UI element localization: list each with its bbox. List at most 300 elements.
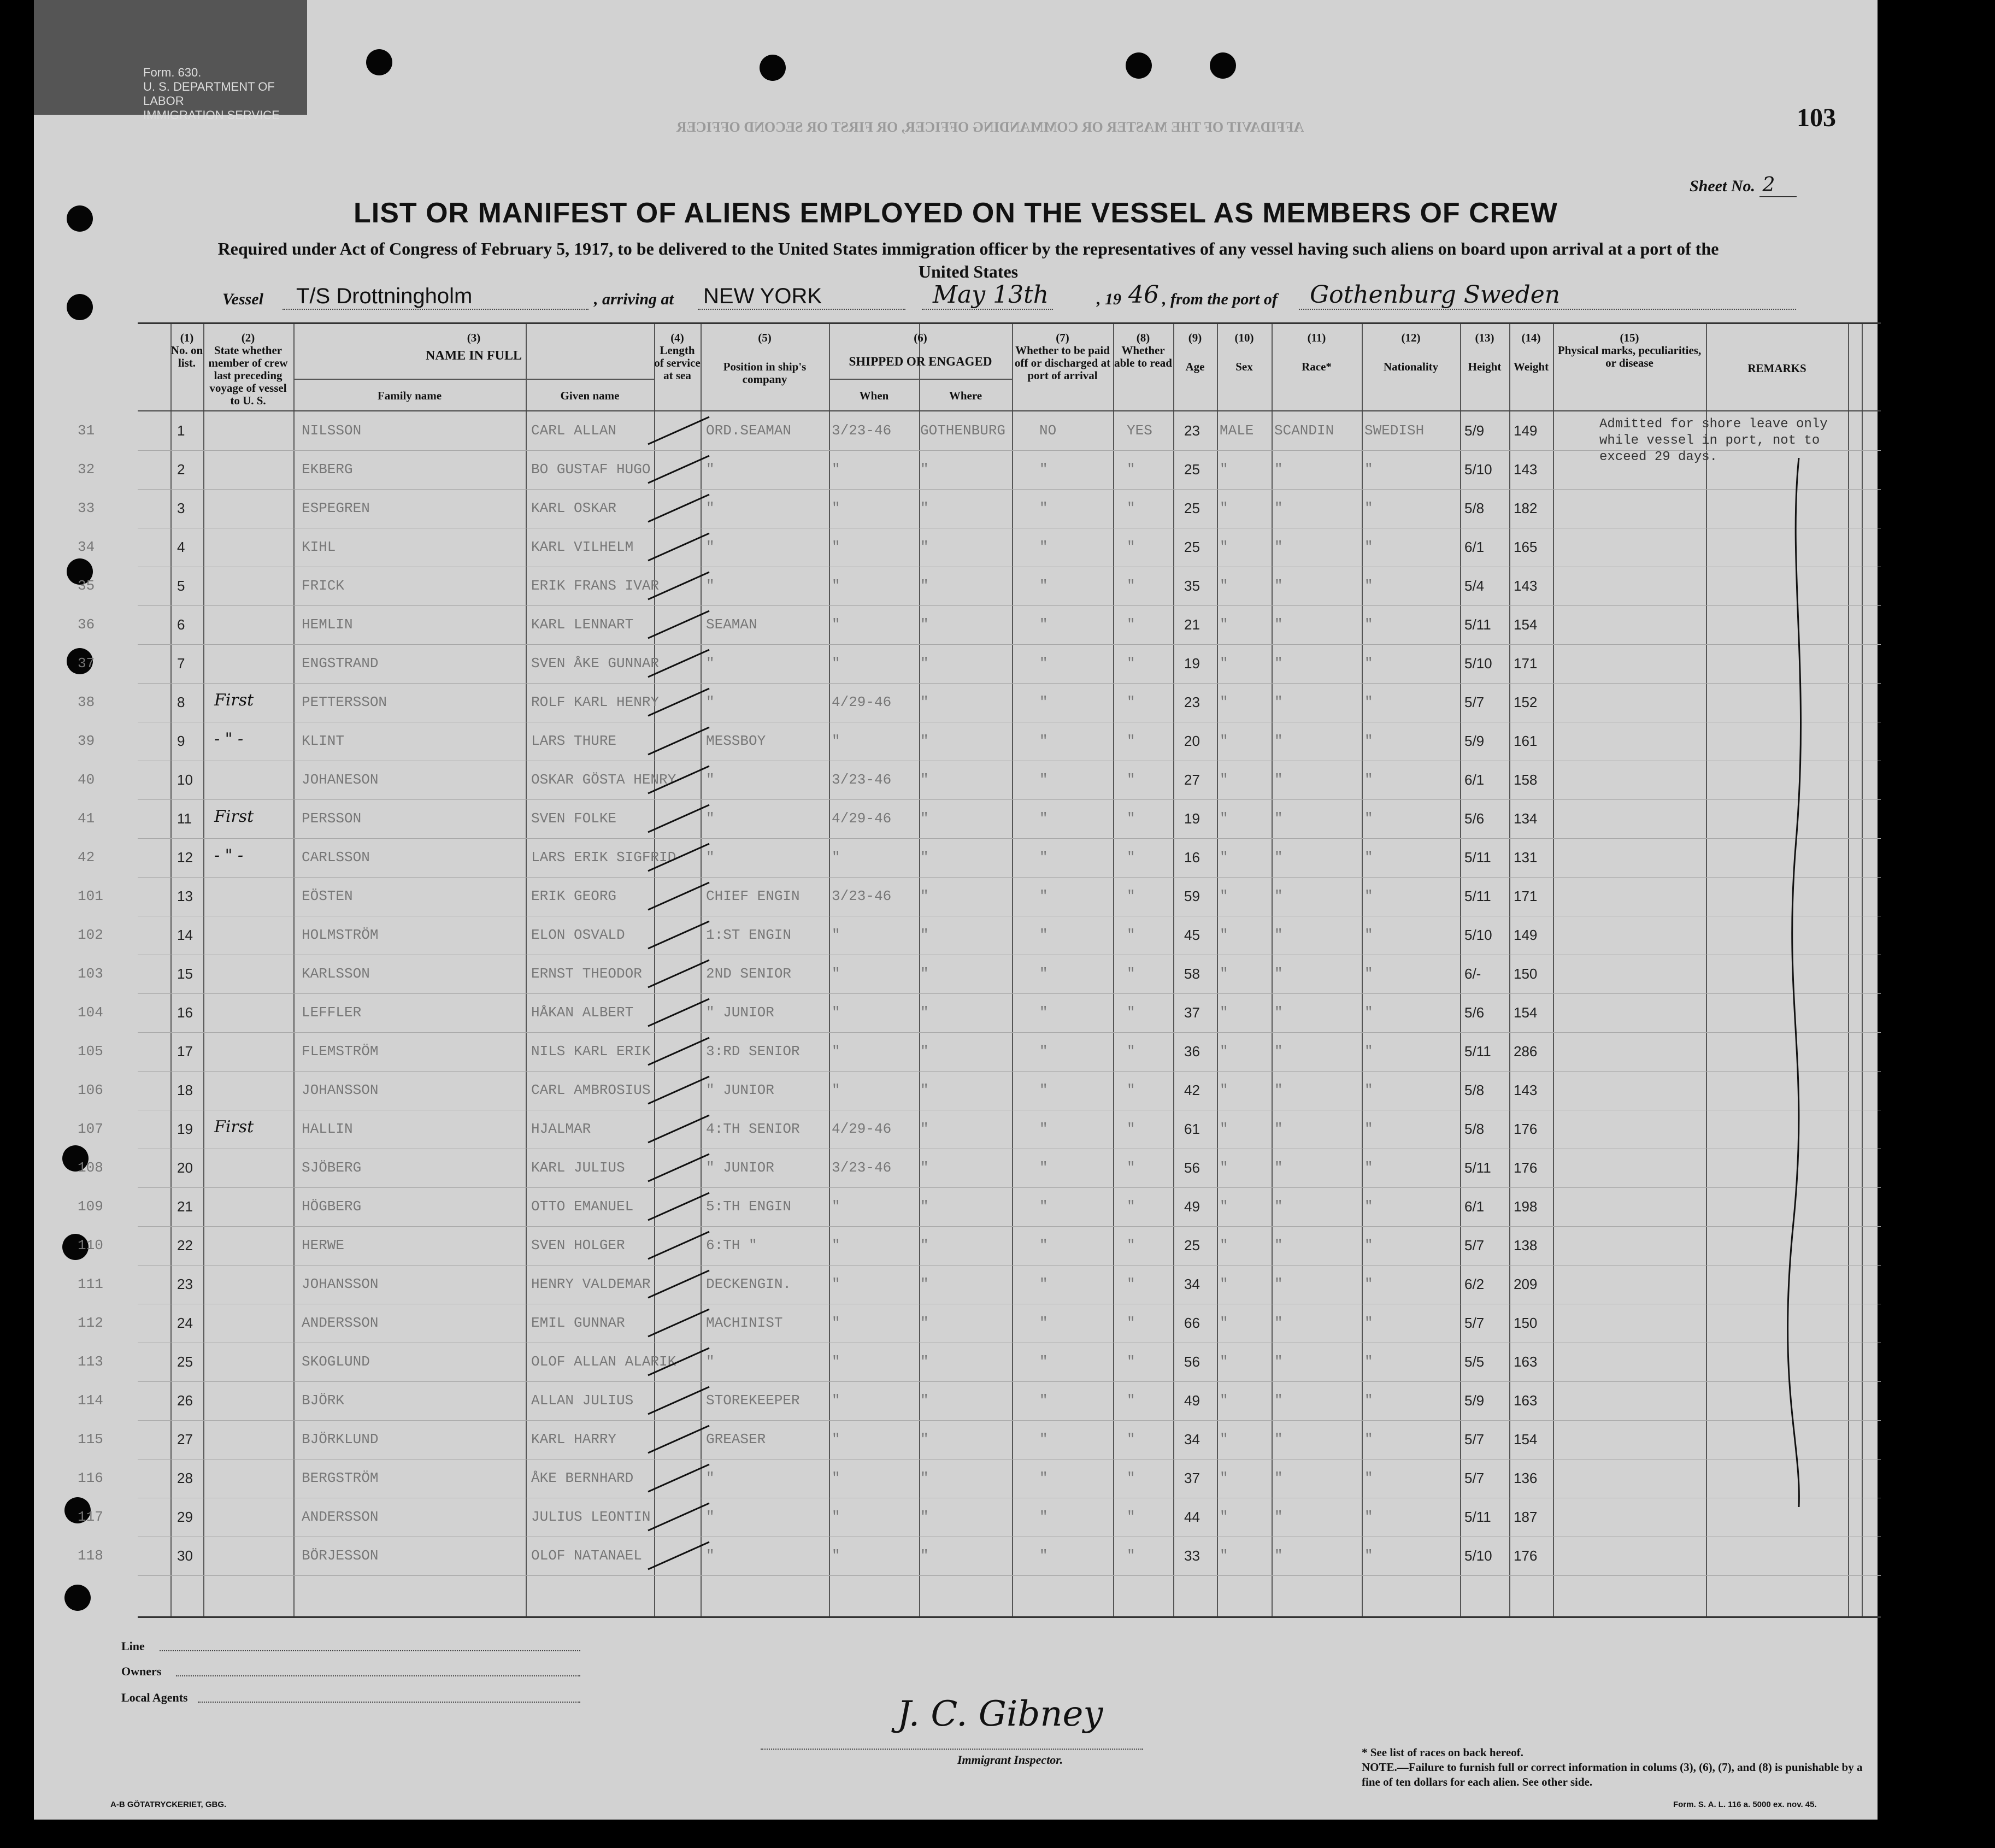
shipped-where-cell: "	[920, 966, 929, 982]
nationality-cell: "	[1364, 810, 1373, 827]
family-name-cell: CARLSSON	[302, 849, 370, 866]
given-name-cell: OTTO EMANUEL	[531, 1198, 634, 1215]
race-cell: "	[1274, 1004, 1283, 1021]
margin-number-cell: 106	[78, 1082, 103, 1098]
col-9-header: (9) Age	[1185, 331, 1205, 373]
list-number-cell: 12	[177, 849, 193, 866]
shipped-where-cell: "	[920, 733, 929, 749]
height-cell: 5/11	[1464, 849, 1491, 866]
crew-row	[78, 1420, 1881, 1459]
col-5-header: (5) Position in ship's company	[723, 331, 807, 386]
race-cell: "	[1274, 539, 1283, 555]
sex-cell: MALE	[1220, 422, 1254, 439]
shipped-where-cell: "	[920, 1237, 929, 1253]
shipped-where-cell: "	[920, 849, 929, 866]
crew-row	[78, 993, 1881, 1033]
service-tick-mark	[646, 1307, 711, 1339]
nationality-cell: "	[1364, 966, 1373, 982]
list-number-cell: 1	[177, 422, 185, 439]
family-name-cell: HOLMSTRÖM	[302, 927, 379, 943]
remarks-header: REMARKS	[1747, 362, 1806, 375]
crew-row	[78, 1032, 1881, 1072]
age-cell: 33	[1184, 1547, 1200, 1564]
inspector-label: Immigrant Inspector.	[957, 1753, 1063, 1767]
paid-off-cell: "	[1039, 1509, 1048, 1525]
age-cell: 35	[1184, 578, 1200, 594]
weight-cell: 158	[1514, 772, 1538, 788]
margin-number-cell: 101	[78, 888, 103, 904]
form-number: Form. 630.	[143, 66, 202, 79]
sheet-number-value: 2	[1759, 174, 1797, 197]
age-cell: 25	[1184, 500, 1200, 516]
paid-off-cell: "	[1039, 1121, 1048, 1137]
given-name-cell: HJALMAR	[531, 1121, 591, 1137]
weight-cell: 209	[1514, 1276, 1538, 1292]
shipped-where-cell: "	[920, 578, 929, 594]
col-8-header: (8) Whether able to read	[1114, 331, 1172, 369]
able-to-read-cell: "	[1127, 849, 1135, 866]
sex-cell: "	[1220, 1353, 1228, 1370]
service-tick-mark	[646, 1074, 711, 1106]
given-name-cell: KARL LENNART	[531, 616, 634, 633]
position-cell: ORD.SEAMAN	[706, 422, 792, 439]
able-to-read-cell: "	[1127, 733, 1135, 749]
given-name-cell: KARL HARRY	[531, 1431, 617, 1447]
service-tick-mark	[646, 919, 711, 951]
margin-number-cell: 105	[78, 1043, 103, 1060]
able-to-read-cell: "	[1127, 1547, 1135, 1564]
shipped-where-cell: "	[920, 1547, 929, 1564]
weight-cell: 176	[1514, 1121, 1538, 1137]
col-7-header: (7) Whether to be paid off or discharged at port of arrival	[1014, 331, 1111, 382]
service-tick-mark	[646, 1229, 711, 1261]
paid-off-cell: "	[1039, 1082, 1048, 1098]
sex-cell: "	[1220, 578, 1228, 594]
shipped-where-cell: "	[920, 1509, 929, 1525]
service-tick-mark	[646, 1346, 711, 1378]
given-name-header: Given name	[560, 389, 620, 402]
shipped-where-cell: "	[920, 888, 929, 904]
sex-cell: "	[1220, 1043, 1228, 1060]
family-name-cell: BJÖRK	[302, 1392, 345, 1409]
shipped-when-cell: 4/29-46	[832, 1121, 892, 1137]
height-cell: 5/11	[1464, 888, 1491, 904]
list-number-cell: 15	[177, 966, 193, 982]
age-cell: 59	[1184, 888, 1200, 904]
given-name-cell: OLOF NATANAEL	[531, 1547, 642, 1564]
family-name-cell: ESPEGREN	[302, 500, 370, 516]
document-title: LIST OR MANIFEST OF ALIENS EMPLOYED ON THE VESSEL AS MEMBERS OF CREW	[354, 197, 1558, 229]
departure-port: Gothenburg Sweden	[1310, 281, 1561, 309]
height-cell: 5/11	[1464, 1509, 1491, 1525]
age-cell: 19	[1184, 655, 1200, 672]
nationality-cell: "	[1364, 927, 1373, 943]
form-stamp-corner	[34, 0, 307, 122]
shipped-when-cell: "	[832, 1353, 840, 1370]
arrival-date: May 13th	[933, 281, 1049, 309]
shipped-where-cell: "	[920, 810, 929, 827]
nationality-cell: SWEDISH	[1364, 422, 1425, 439]
given-name-cell: HÅKAN ALBERT	[531, 1004, 634, 1021]
sex-cell: "	[1220, 1547, 1228, 1564]
shipped-where-cell: "	[920, 1121, 929, 1137]
race-cell: "	[1274, 849, 1283, 866]
weight-cell: 163	[1514, 1392, 1538, 1409]
age-cell: 27	[1184, 772, 1200, 788]
age-cell: 37	[1184, 1004, 1200, 1021]
nationality-cell: "	[1364, 888, 1373, 904]
crew-row	[78, 489, 1881, 528]
height-cell: 5/4	[1464, 578, 1485, 594]
crew-row	[78, 528, 1881, 567]
crew-row	[78, 799, 1881, 839]
nationality-cell: "	[1364, 1315, 1373, 1331]
list-number-cell: 9	[177, 733, 185, 749]
given-name-cell: NILS KARL ERIK	[531, 1043, 651, 1060]
race-cell: "	[1274, 1315, 1283, 1331]
margin-number-cell: 118	[78, 1547, 103, 1564]
list-number-cell: 27	[177, 1431, 193, 1447]
race-cell: "	[1274, 500, 1283, 516]
nationality-cell: "	[1364, 1121, 1373, 1137]
weight-cell: 176	[1514, 1160, 1538, 1176]
weight-cell: 149	[1514, 422, 1538, 439]
previous-voyage-cell: First	[214, 691, 254, 710]
shipped-where-cell: "	[920, 1082, 929, 1098]
able-to-read-cell: "	[1127, 927, 1135, 943]
race-cell: "	[1274, 1276, 1283, 1292]
sex-cell: "	[1220, 1470, 1228, 1486]
list-number-cell: 7	[177, 655, 185, 672]
race-cell: "	[1274, 1121, 1283, 1137]
given-name-cell: LARS THURE	[531, 733, 617, 749]
paid-off-cell: "	[1039, 810, 1048, 827]
position-cell: "	[706, 849, 715, 866]
able-to-read-cell: "	[1127, 1315, 1135, 1331]
margin-number-cell: 115	[78, 1431, 103, 1447]
nationality-cell: "	[1364, 616, 1373, 633]
sex-cell: "	[1220, 927, 1228, 943]
race-cell: "	[1274, 1353, 1283, 1370]
service-tick-mark	[646, 725, 711, 757]
able-to-read-cell: "	[1127, 655, 1135, 672]
nationality-cell: "	[1364, 733, 1373, 749]
crew-row	[78, 761, 1881, 800]
weight-cell: 154	[1514, 1004, 1538, 1021]
height-cell: 5/10	[1464, 655, 1492, 672]
crew-row	[78, 1226, 1881, 1266]
nationality-cell: "	[1364, 500, 1373, 516]
margin-number-cell: 114	[78, 1392, 103, 1409]
margin-number-cell: 102	[78, 927, 103, 943]
crew-row	[78, 1149, 1881, 1188]
service-tick-mark	[646, 997, 711, 1028]
paid-off-cell: "	[1039, 772, 1048, 788]
owners-label: Owners	[121, 1664, 162, 1678]
from-port-label: , from the port of	[1162, 290, 1278, 308]
nationality-cell: "	[1364, 1392, 1373, 1409]
age-cell: 34	[1184, 1276, 1200, 1292]
col-2-header: (2) State whether member of crew last preceding voyage of vessel to U. S.	[208, 331, 288, 407]
position-cell: " JUNIOR	[706, 1082, 774, 1098]
service-tick-mark	[646, 1035, 711, 1067]
margin-number-cell: 33	[78, 500, 95, 516]
crew-row	[78, 1187, 1881, 1227]
sex-cell: "	[1220, 500, 1228, 516]
shipped-when-cell: "	[832, 1392, 840, 1409]
shipped-when-cell: "	[832, 1004, 840, 1021]
col-6-header: (6) SHIPPED OR ENGAGED	[849, 331, 992, 368]
shipped-where-cell: "	[920, 655, 929, 672]
vessel-name: T/S Drottningholm	[296, 284, 473, 308]
shipped-where-cell: "	[920, 694, 929, 710]
crew-row	[78, 683, 1881, 722]
position-cell: STOREKEEPER	[706, 1392, 800, 1409]
race-cell: "	[1274, 461, 1283, 478]
race-cell: "	[1274, 1237, 1283, 1253]
remarks-note: Admitted for shore leave only while vessel in port, not to exceed 29 days.	[1599, 417, 1828, 464]
shipped-where-cell: "	[920, 1160, 929, 1176]
margin-number-cell: 32	[78, 461, 95, 478]
weight-cell: 161	[1514, 733, 1538, 749]
given-name-cell: HENRY VALDEMAR	[531, 1276, 651, 1292]
position-cell: "	[706, 1509, 715, 1525]
remarks-bracket-line	[1777, 458, 1821, 1507]
sex-cell: "	[1220, 1392, 1228, 1409]
race-cell: "	[1274, 1043, 1283, 1060]
margin-number-cell: 37	[78, 655, 95, 672]
shipped-when-cell: "	[832, 1547, 840, 1564]
weight-cell: 154	[1514, 1431, 1538, 1447]
height-cell: 5/7	[1464, 694, 1485, 710]
height-cell: 5/7	[1464, 1431, 1485, 1447]
age-cell: 56	[1184, 1160, 1200, 1176]
age-cell: 45	[1184, 927, 1200, 943]
shipped-when-cell: "	[832, 733, 840, 749]
service-tick-mark	[646, 1423, 711, 1455]
family-name-cell: ANDERSSON	[302, 1509, 379, 1525]
notes-block	[1362, 1745, 1881, 1790]
given-name-cell: ERIK GEORG	[531, 888, 617, 904]
paid-off-cell: "	[1039, 655, 1048, 672]
margin-number-cell: 111	[78, 1276, 103, 1292]
able-to-read-cell: "	[1127, 1353, 1135, 1370]
document-subtitle: Required under Act of Congress of February 5, 1917, to be delivered to the United States immigration officer by the representatives of any vessel having such aliens on board upon arrival at a port of the United States	[217, 239, 1719, 281]
margin-number-cell: 34	[78, 539, 95, 555]
service-tick-mark	[646, 415, 711, 446]
race-cell: "	[1274, 616, 1283, 633]
sex-cell: "	[1220, 694, 1228, 710]
weight-cell: 143	[1514, 578, 1538, 594]
age-cell: 44	[1184, 1509, 1200, 1525]
list-number-cell: 30	[177, 1547, 193, 1564]
shipped-when-cell: "	[832, 1509, 840, 1525]
able-to-read-cell: "	[1127, 1043, 1135, 1060]
col-13-header: (13) Height	[1468, 331, 1502, 373]
shipped-when-cell: "	[832, 1315, 840, 1331]
given-name-cell: ERIK FRANS IVAR	[531, 578, 660, 594]
family-name-cell: JOHANESON	[302, 772, 379, 788]
able-to-read-cell: "	[1127, 694, 1135, 710]
nationality-cell: "	[1364, 694, 1373, 710]
race-cell: "	[1274, 1082, 1283, 1098]
able-to-read-cell: "	[1127, 1509, 1135, 1525]
family-name-cell: ENGSTRAND	[302, 655, 379, 672]
previous-voyage-cell: - " -	[214, 846, 244, 865]
col-10-header: (10) Sex	[1234, 331, 1254, 373]
paid-off-cell: "	[1039, 733, 1048, 749]
paid-off-cell: NO	[1039, 422, 1057, 439]
paid-off-cell: "	[1039, 888, 1048, 904]
shipped-where-cell: "	[920, 1431, 929, 1447]
shipped-where-cell: "	[920, 539, 929, 555]
height-cell: 5/9	[1464, 422, 1485, 439]
position-cell: " JUNIOR	[706, 1004, 774, 1021]
service-tick-mark	[646, 570, 711, 602]
margin-number-cell: 116	[78, 1470, 103, 1486]
given-name-cell: SVEN HOLGER	[531, 1237, 625, 1253]
sex-cell: "	[1220, 1431, 1228, 1447]
able-to-read-cell: "	[1127, 966, 1135, 982]
nationality-cell: "	[1364, 1470, 1373, 1486]
race-cell: SCANDIN	[1274, 422, 1334, 439]
nationality-cell: "	[1364, 1082, 1373, 1098]
service-tick-mark	[646, 764, 711, 796]
position-cell: " JUNIOR	[706, 1160, 774, 1176]
previous-voyage-cell: - " -	[214, 729, 244, 749]
weight-cell: 143	[1514, 1082, 1538, 1098]
paid-off-cell: "	[1039, 849, 1048, 866]
shipped-where-cell: GOTHENBURG	[920, 422, 1006, 439]
paid-off-cell: "	[1039, 966, 1048, 982]
paid-off-cell: "	[1039, 1353, 1048, 1370]
col-1-header: (1) No. on list.	[170, 331, 203, 369]
service-tick-mark	[646, 880, 711, 912]
given-name-cell: KARL VILHELM	[531, 539, 634, 555]
crew-row	[78, 1071, 1881, 1110]
shipped-where-cell: "	[920, 1470, 929, 1486]
shipped-when-cell: "	[832, 1082, 840, 1098]
age-cell: 66	[1184, 1315, 1200, 1331]
paid-off-cell: "	[1039, 578, 1048, 594]
col-4-header: (4) Length of service at sea	[654, 331, 701, 382]
arriving-label: , arriving at	[594, 290, 674, 308]
weight-cell: 198	[1514, 1198, 1538, 1215]
paid-off-cell: "	[1039, 500, 1048, 516]
shipped-when-cell: 3/23-46	[832, 422, 892, 439]
able-to-read-cell: "	[1127, 1198, 1135, 1215]
height-cell: 5/10	[1464, 927, 1492, 943]
sex-cell: "	[1220, 1198, 1228, 1215]
manifest-sheet	[34, 0, 1878, 1820]
able-to-read-cell: "	[1127, 1121, 1135, 1137]
race-cell: "	[1274, 1470, 1283, 1486]
age-cell: 49	[1184, 1198, 1200, 1215]
list-number-cell: 13	[177, 888, 193, 904]
list-number-cell: 5	[177, 578, 185, 594]
shipped-when-cell: "	[832, 1470, 840, 1486]
age-cell: 58	[1184, 966, 1200, 982]
margin-number-cell: 117	[78, 1509, 103, 1525]
shipped-when-cell: "	[832, 1276, 840, 1292]
race-cell: "	[1274, 772, 1283, 788]
age-cell: 23	[1184, 422, 1200, 439]
nationality-cell: "	[1364, 1547, 1373, 1564]
margin-number-cell: 112	[78, 1315, 103, 1331]
weight-cell: 150	[1514, 1315, 1538, 1331]
nationality-cell: "	[1364, 1160, 1373, 1176]
crew-row	[78, 955, 1881, 994]
family-name-cell: JOHANSSON	[302, 1276, 379, 1292]
height-cell: 5/10	[1464, 461, 1492, 478]
family-name-cell: PERSSON	[302, 810, 362, 827]
nationality-cell: "	[1364, 1276, 1373, 1292]
family-name-cell: FRICK	[302, 578, 345, 594]
position-cell: MACHINIST	[706, 1315, 783, 1331]
shipped-when-cell: "	[832, 1043, 840, 1060]
crew-manifest-table	[78, 322, 1881, 1618]
margin-number-cell: 107	[78, 1121, 103, 1137]
age-cell: 25	[1184, 1237, 1200, 1253]
able-to-read-cell: "	[1127, 1160, 1135, 1176]
shipped-when-cell: 4/29-46	[832, 810, 892, 827]
paid-off-cell: "	[1039, 1315, 1048, 1331]
list-number-cell: 10	[177, 772, 193, 788]
sex-cell: "	[1220, 966, 1228, 982]
margin-number-cell: 38	[78, 694, 95, 710]
height-cell: 5/10	[1464, 1547, 1492, 1564]
service-tick-mark	[646, 648, 711, 679]
nationality-cell: "	[1364, 578, 1373, 594]
able-to-read-cell: "	[1127, 616, 1135, 633]
family-name-cell: BJÖRKLUND	[302, 1431, 379, 1447]
shipped-when-cell: 4/29-46	[832, 694, 892, 710]
service-tick-mark	[646, 1501, 711, 1533]
margin-number-cell: 41	[78, 810, 95, 827]
able-to-read-cell: "	[1127, 1237, 1135, 1253]
age-cell: 23	[1184, 694, 1200, 710]
age-cell: 36	[1184, 1043, 1200, 1060]
age-cell: 37	[1184, 1470, 1200, 1486]
margin-number-cell: 109	[78, 1198, 103, 1215]
nationality-cell: "	[1364, 1353, 1373, 1370]
service-name: IMMIGRATION SERVICE	[143, 108, 280, 122]
service-tick-mark	[646, 1268, 711, 1300]
crew-row	[78, 1459, 1881, 1498]
race-cell: "	[1274, 694, 1283, 710]
given-name-cell: ELON OSVALD	[531, 927, 625, 943]
vessel-label: Vessel	[222, 290, 263, 308]
race-cell: "	[1274, 966, 1283, 982]
weight-cell: 176	[1514, 1547, 1538, 1564]
position-cell: GREASER	[706, 1431, 766, 1447]
list-number-cell: 19	[177, 1121, 193, 1137]
given-name-cell: CARL AMBROSIUS	[531, 1082, 651, 1098]
family-name-cell: EKBERG	[302, 461, 353, 478]
shipped-where-cell: "	[920, 1276, 929, 1292]
crew-row	[78, 916, 1881, 955]
able-to-read-cell: "	[1127, 888, 1135, 904]
list-number-cell: 26	[177, 1392, 193, 1409]
race-cell: "	[1274, 1509, 1283, 1525]
shipped-where-cell: "	[920, 1004, 929, 1021]
shipped-when-cell: "	[832, 966, 840, 982]
able-to-read-cell: "	[1127, 500, 1135, 516]
weight-cell: 131	[1514, 849, 1538, 866]
shipped-where-cell: "	[920, 927, 929, 943]
height-cell: 5/7	[1464, 1237, 1485, 1253]
shipped-when-cell: 3/23-46	[832, 1160, 892, 1176]
